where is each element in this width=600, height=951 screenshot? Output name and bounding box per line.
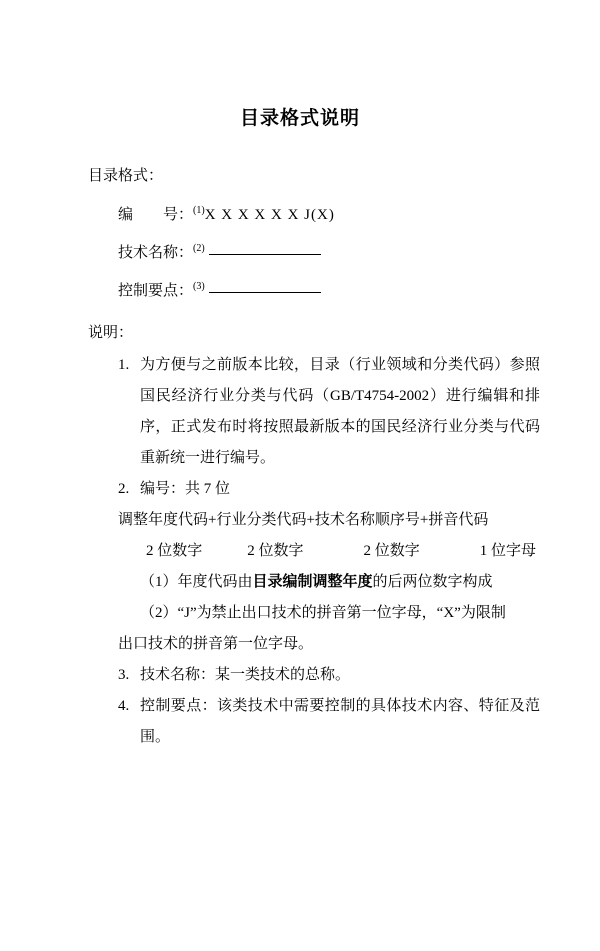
- fields-group: [88, 194, 540, 308]
- field-widths-line: 2 位数字 2 位数字 2 位数字 1 位字母: [146, 543, 537, 559]
- list-item-text: 控制要点：该类技术中需要控制的具体技术内容、特征及范围。: [140, 698, 540, 745]
- field-row-tech-name: [118, 232, 540, 270]
- field-sup-number: (1): [193, 205, 205, 216]
- sub-item-post: 的后两位数字构成: [372, 574, 493, 590]
- sub-item-pre: “J”为禁止出口技术的拼音第一位字母，“X”为限制: [177, 605, 506, 621]
- list-item-number: 4.: [118, 698, 130, 714]
- sub-item-bold: 目录编制调整年度: [252, 574, 373, 590]
- list-item-number: 2.: [118, 481, 130, 497]
- list-item-text: 技术名称：某一类技术的总称。: [140, 667, 351, 683]
- list-item-number: 1.: [118, 357, 130, 373]
- lead-text: 目录格式：: [88, 168, 164, 184]
- list-item: [118, 691, 540, 753]
- list-item: [118, 660, 540, 691]
- field-sup-control-point: (3): [193, 281, 205, 292]
- list-item: [118, 350, 540, 474]
- sub-item-marker: （1）: [140, 574, 178, 590]
- list-item-text: 编号：共 7 位: [140, 481, 231, 497]
- list-item-number: 3.: [118, 667, 130, 683]
- document-page: [0, 103, 600, 951]
- field-blank-tech-name: [209, 240, 321, 255]
- field-label-number: 编 号：: [118, 207, 194, 223]
- sub-item-2-continuation: 出口技术的拼音第一位字母。: [118, 636, 314, 652]
- list-item: [118, 474, 540, 505]
- field-blank-control-point: [209, 278, 321, 293]
- field-row-number: [118, 194, 540, 232]
- field-sup-tech-name: (2): [193, 243, 205, 254]
- sub-item-pre: 年度代码由: [177, 574, 253, 590]
- field-row-control-point: [118, 270, 540, 308]
- notes-list: [88, 350, 540, 753]
- sub-item-marker: （2）: [140, 605, 178, 621]
- field-value-number: X X X X X X J(X): [204, 207, 335, 223]
- formula-line: 调整年度代码+行业分类代码+技术名称顺序号+拼音代码: [118, 512, 489, 528]
- page-title: 目录格式说明: [239, 108, 360, 129]
- sub-item-2: [118, 598, 540, 629]
- list-item-text: 为方便与之前版本比较，目录（行业领域和分类代码）参照国民经济行业分类与代码（GB/T4754-2002）进行编辑和排序，正式发布时将按照最新版本的国民经济行业分类与代码重新统一进行编号。: [140, 357, 540, 466]
- document-body: [0, 160, 600, 753]
- section-heading-notes: 说明：: [88, 325, 134, 341]
- field-label-tech-name: 技术名称：: [118, 245, 194, 261]
- sub-item-1: [118, 567, 540, 598]
- field-label-control-point: 控制要点：: [118, 283, 194, 299]
